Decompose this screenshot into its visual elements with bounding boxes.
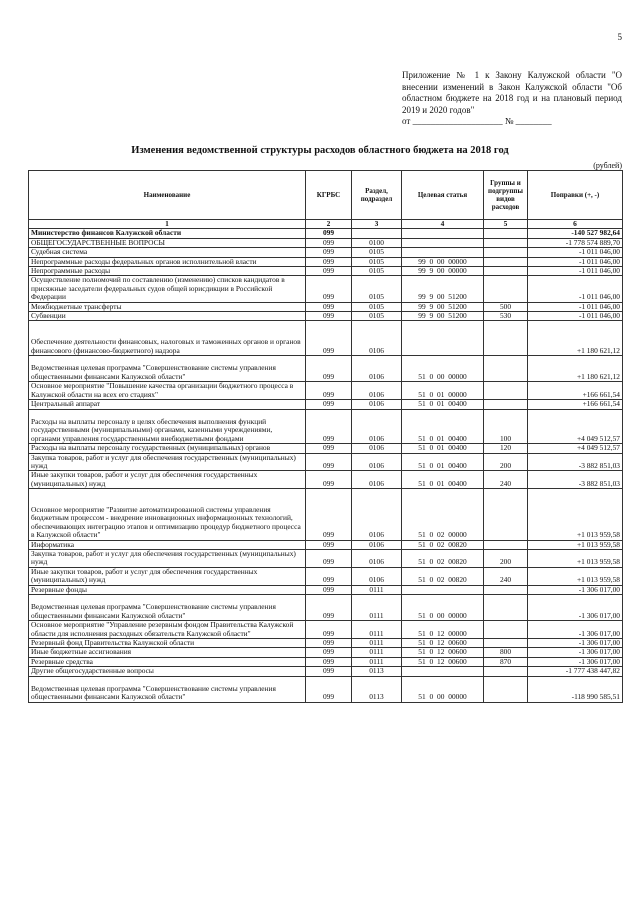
row-amount: +1 180 621,12 bbox=[528, 356, 623, 382]
row-amount: +4 049 512,57 bbox=[528, 409, 623, 444]
row-name: Центральный аппарат bbox=[29, 400, 306, 409]
row-section: 0106 bbox=[352, 321, 402, 356]
row-expense-group: 200 bbox=[484, 453, 528, 471]
row-amount: -1 306 017,00 bbox=[528, 657, 623, 666]
row-kgrbs: 099 bbox=[306, 595, 352, 621]
row-amount: -1 777 438 447,82 bbox=[528, 667, 623, 676]
row-amount: +166 661,54 bbox=[528, 382, 623, 400]
row-target-article bbox=[402, 667, 484, 676]
row-expense-group: 120 bbox=[484, 444, 528, 453]
row-target-article: 51 0 00 00000 bbox=[402, 356, 484, 382]
row-expense-group: 200 bbox=[484, 549, 528, 567]
row-expense-group: 800 bbox=[484, 648, 528, 657]
row-expense-group bbox=[484, 257, 528, 266]
row-name: Резервные средства bbox=[29, 657, 306, 666]
row-section: 0105 bbox=[352, 267, 402, 276]
row-target-article: 51 0 01 00400 bbox=[402, 409, 484, 444]
row-name: Ведомственная целевая программа "Совершенствование системы управления общественными финансами Калужской области" bbox=[29, 595, 306, 621]
row-amount: -1 011 046,00 bbox=[528, 257, 623, 266]
row-expense-group bbox=[484, 595, 528, 621]
row-name: Непрограммные расходы bbox=[29, 267, 306, 276]
table-row bbox=[29, 356, 623, 382]
table-row bbox=[29, 382, 623, 400]
row-section: 0106 bbox=[352, 567, 402, 585]
row-expense-group: 100 bbox=[484, 409, 528, 444]
row-amount: +166 661,54 bbox=[528, 400, 623, 409]
table-row bbox=[29, 621, 623, 639]
row-target-article: 51 0 12 00600 bbox=[402, 639, 484, 648]
row-expense-group bbox=[484, 248, 528, 257]
table-row bbox=[29, 409, 623, 444]
row-target-article: 51 0 00 00000 bbox=[402, 676, 484, 702]
row-section: 0111 bbox=[352, 595, 402, 621]
row-expense-group bbox=[484, 400, 528, 409]
table-row bbox=[29, 471, 623, 489]
row-amount: -1 011 046,00 bbox=[528, 312, 623, 321]
header-kgrbs: КГРБС bbox=[306, 171, 352, 220]
row-target-article: 51 0 12 00600 bbox=[402, 657, 484, 666]
table-row bbox=[29, 585, 623, 594]
row-name: Информатика bbox=[29, 540, 306, 549]
table-row bbox=[29, 489, 623, 540]
row-expense-group: 530 bbox=[484, 312, 528, 321]
row-section: 0106 bbox=[352, 453, 402, 471]
row-target-article: 51 0 02 00820 bbox=[402, 540, 484, 549]
row-amount: -1 011 046,00 bbox=[528, 267, 623, 276]
column-number: 5 bbox=[484, 220, 528, 229]
column-number: 4 bbox=[402, 220, 484, 229]
row-section: 0105 bbox=[352, 248, 402, 257]
row-target-article: 51 0 00 00000 bbox=[402, 595, 484, 621]
row-amount: +1 180 621,12 bbox=[528, 321, 623, 356]
row-kgrbs: 099 bbox=[306, 648, 352, 657]
row-target-article: 51 0 02 00820 bbox=[402, 567, 484, 585]
row-amount: -1 011 046,00 bbox=[528, 248, 623, 257]
row-section: 0100 bbox=[352, 238, 402, 247]
row-kgrbs: 099 bbox=[306, 621, 352, 639]
table-row bbox=[29, 400, 623, 409]
row-expense-group bbox=[484, 676, 528, 702]
row-section: 0106 bbox=[352, 540, 402, 549]
row-section: 0105 bbox=[352, 312, 402, 321]
row-section: 0106 bbox=[352, 382, 402, 400]
row-amount: -3 882 851,03 bbox=[528, 471, 623, 489]
row-kgrbs: 099 bbox=[306, 471, 352, 489]
row-name: Иные закупки товаров, работ и услуг для обеспечения государственных (муниципальных) нужд bbox=[29, 471, 306, 489]
row-section: 0106 bbox=[352, 356, 402, 382]
row-kgrbs: 099 bbox=[306, 567, 352, 585]
row-section: 0106 bbox=[352, 549, 402, 567]
row-target-article: 99 9 00 51200 bbox=[402, 312, 484, 321]
row-expense-group bbox=[484, 276, 528, 302]
row-section: 0111 bbox=[352, 621, 402, 639]
table-row bbox=[29, 648, 623, 657]
header-target: Целевая статья bbox=[402, 171, 484, 220]
table-row bbox=[29, 229, 623, 238]
row-section: 0106 bbox=[352, 444, 402, 453]
column-number: 3 bbox=[352, 220, 402, 229]
row-expense-group bbox=[484, 621, 528, 639]
row-amount: +4 049 512,57 bbox=[528, 444, 623, 453]
row-name: Ведомственная целевая программа "Совершенствование системы управления общественными финансами Калужской области" bbox=[29, 356, 306, 382]
row-expense-group bbox=[484, 667, 528, 676]
row-expense-group bbox=[484, 382, 528, 400]
row-expense-group bbox=[484, 267, 528, 276]
row-name: Резервные фонды bbox=[29, 585, 306, 594]
appendix-note bbox=[402, 70, 622, 128]
row-name: Министерство финансов Калужской области bbox=[29, 229, 306, 238]
row-target-article: 51 0 01 00400 bbox=[402, 400, 484, 409]
row-section: 0105 bbox=[352, 257, 402, 266]
column-number: 2 bbox=[306, 220, 352, 229]
row-kgrbs: 099 bbox=[306, 489, 352, 540]
row-kgrbs: 099 bbox=[306, 257, 352, 266]
row-section: 0106 bbox=[352, 471, 402, 489]
row-section: 0105 bbox=[352, 276, 402, 302]
row-section: 0111 bbox=[352, 648, 402, 657]
row-name: Обеспечение деятельности финансовых, налоговых и таможенных органов и органов финансового (финансово-бюджетного) надзора bbox=[29, 321, 306, 356]
row-section: 0111 bbox=[352, 657, 402, 666]
row-amount: -140 527 982,64 bbox=[528, 229, 623, 238]
row-section: 0106 bbox=[352, 400, 402, 409]
row-kgrbs: 099 bbox=[306, 238, 352, 247]
row-amount: -1 306 017,00 bbox=[528, 595, 623, 621]
row-amount: -1 778 574 889,70 bbox=[528, 238, 623, 247]
row-amount: -3 882 851,03 bbox=[528, 453, 623, 471]
row-expense-group: 500 bbox=[484, 302, 528, 311]
row-target-article bbox=[402, 248, 484, 257]
row-kgrbs: 099 bbox=[306, 302, 352, 311]
row-expense-group bbox=[484, 585, 528, 594]
row-target-article: 99 9 00 51200 bbox=[402, 276, 484, 302]
row-section: 0111 bbox=[352, 585, 402, 594]
row-name: Судебная система bbox=[29, 248, 306, 257]
row-amount: -1 306 017,00 bbox=[528, 648, 623, 657]
row-name: Расходы на выплаты персоналу в целях обеспечения выполнения функций государственными (муниципальными) органами, казенными учреждениями, органами управления государственными внебюджетными фондами bbox=[29, 409, 306, 444]
row-amount: -1 306 017,00 bbox=[528, 639, 623, 648]
row-amount: -1 011 046,00 bbox=[528, 276, 623, 302]
row-section bbox=[352, 229, 402, 238]
row-expense-group bbox=[484, 321, 528, 356]
row-expense-group bbox=[484, 489, 528, 540]
row-kgrbs: 099 bbox=[306, 229, 352, 238]
row-amount: +1 013 959,58 bbox=[528, 549, 623, 567]
header-groups: Группы и подгруппы видов расходов bbox=[484, 171, 528, 220]
budget-table bbox=[28, 170, 623, 703]
row-amount: -1 306 017,00 bbox=[528, 585, 623, 594]
row-name: ОБЩЕГОСУДАРСТВЕННЫЕ ВОПРОСЫ bbox=[29, 238, 306, 247]
row-name: Основное мероприятие "Развитие автоматизированной системы управления бюджетным процессом - внедрение инновационных информационных технологий, обеспечивающих интеграцию этапов и оптимизацию процедур бюджетного процесса в Калужской области" bbox=[29, 489, 306, 540]
row-section: 0106 bbox=[352, 489, 402, 540]
row-name: Иные бюджетные ассигнования bbox=[29, 648, 306, 657]
table-row bbox=[29, 444, 623, 453]
table-row bbox=[29, 667, 623, 676]
row-kgrbs: 099 bbox=[306, 657, 352, 666]
table-row bbox=[29, 676, 623, 702]
row-expense-group bbox=[484, 540, 528, 549]
row-section: 0106 bbox=[352, 409, 402, 444]
row-name: Резервный фонд Правительства Калужской области bbox=[29, 639, 306, 648]
row-target-article: 51 0 01 00400 bbox=[402, 471, 484, 489]
row-kgrbs: 099 bbox=[306, 267, 352, 276]
row-name: Ведомственная целевая программа "Совершенствование системы управления общественными финансами Калужской области" bbox=[29, 676, 306, 702]
table-row bbox=[29, 248, 623, 257]
table-row bbox=[29, 567, 623, 585]
row-kgrbs: 099 bbox=[306, 321, 352, 356]
row-expense-group: 240 bbox=[484, 471, 528, 489]
row-name: Другие общегосударственные вопросы bbox=[29, 667, 306, 676]
row-kgrbs: 099 bbox=[306, 667, 352, 676]
column-number: 6 bbox=[528, 220, 623, 229]
units-label: (рублей) bbox=[593, 161, 622, 170]
row-kgrbs: 099 bbox=[306, 276, 352, 302]
row-amount: +1 013 959,58 bbox=[528, 489, 623, 540]
row-target-article: 51 0 02 00820 bbox=[402, 549, 484, 567]
row-kgrbs: 099 bbox=[306, 400, 352, 409]
row-kgrbs: 099 bbox=[306, 639, 352, 648]
row-section: 0105 bbox=[352, 302, 402, 311]
row-target-article bbox=[402, 321, 484, 356]
row-kgrbs: 099 bbox=[306, 676, 352, 702]
row-kgrbs: 099 bbox=[306, 409, 352, 444]
table-row bbox=[29, 321, 623, 356]
row-name: Непрограммные расходы федеральных органов исполнительной власти bbox=[29, 257, 306, 266]
row-name: Основное мероприятие "Управление резервным фондом Правительства Калужской области для исполнения расходных обязательств Калужской области" bbox=[29, 621, 306, 639]
row-section: 0111 bbox=[352, 639, 402, 648]
table-row bbox=[29, 453, 623, 471]
row-amount: +1 013 959,58 bbox=[528, 540, 623, 549]
appendix-date-line: от ____________________ № ________ bbox=[402, 116, 552, 126]
column-number: 1 bbox=[29, 220, 306, 229]
table-row bbox=[29, 276, 623, 302]
table-row bbox=[29, 312, 623, 321]
row-amount: +1 013 959,58 bbox=[528, 567, 623, 585]
row-name: Осуществление полномочий по составлению (изменению) списков кандидатов в присяжные заседатели федеральных судов общей юрисдикции в Российской Федерации bbox=[29, 276, 306, 302]
row-section: 0113 bbox=[352, 667, 402, 676]
row-target-article: 51 0 12 00600 bbox=[402, 648, 484, 657]
row-expense-group bbox=[484, 238, 528, 247]
row-kgrbs: 099 bbox=[306, 312, 352, 321]
row-name: Иные закупки товаров, работ и услуг для обеспечения государственных (муниципальных) нужд bbox=[29, 567, 306, 585]
row-name: Межбюджетные трансферты bbox=[29, 302, 306, 311]
row-target-article: 99 0 00 00000 bbox=[402, 257, 484, 266]
row-target-article: 51 0 12 00000 bbox=[402, 621, 484, 639]
row-name: Расходы на выплаты персоналу государственных (муниципальных) органов bbox=[29, 444, 306, 453]
row-kgrbs: 099 bbox=[306, 356, 352, 382]
row-target-article: 51 0 01 00000 bbox=[402, 382, 484, 400]
row-amount: -1 306 017,00 bbox=[528, 621, 623, 639]
row-target-article: 51 0 02 00000 bbox=[402, 489, 484, 540]
row-kgrbs: 099 bbox=[306, 585, 352, 594]
row-target-article bbox=[402, 238, 484, 247]
row-amount: -118 990 585,51 bbox=[528, 676, 623, 702]
row-kgrbs: 099 bbox=[306, 444, 352, 453]
row-name: Закупка товаров, работ и услуг для обеспечения государственных (муниципальных) нужд bbox=[29, 453, 306, 471]
row-target-article: 99 9 00 51200 bbox=[402, 302, 484, 311]
table-row bbox=[29, 595, 623, 621]
row-expense-group: 240 bbox=[484, 567, 528, 585]
table-header-row bbox=[29, 171, 623, 220]
row-name: Субвенции bbox=[29, 312, 306, 321]
row-kgrbs: 099 bbox=[306, 453, 352, 471]
row-kgrbs: 099 bbox=[306, 382, 352, 400]
header-name: Наименование bbox=[29, 171, 306, 220]
row-kgrbs: 099 bbox=[306, 540, 352, 549]
row-target-article bbox=[402, 229, 484, 238]
row-target-article: 51 0 01 00400 bbox=[402, 453, 484, 471]
header-section: Раздел, подраздел bbox=[352, 171, 402, 220]
row-name: Основное мероприятие "Повышение качества организации бюджетного процесса в Калужской области на всех его стадиях" bbox=[29, 382, 306, 400]
row-kgrbs: 099 bbox=[306, 549, 352, 567]
row-name: Закупка товаров, работ и услуг для обеспечения государственных (муниципальных) нужд bbox=[29, 549, 306, 567]
row-expense-group bbox=[484, 229, 528, 238]
row-target-article bbox=[402, 585, 484, 594]
row-expense-group: 870 bbox=[484, 657, 528, 666]
row-target-article: 99 9 00 00000 bbox=[402, 267, 484, 276]
table-row bbox=[29, 549, 623, 567]
appendix-text: Приложение № 1 к Закону Калужской области "О внесении изменений в Закон Калужской области "Об областном бюджете на 2018 год и на плановый период 2019 и 2020 годов" bbox=[402, 70, 622, 115]
header-amount: Поправки (+, -) bbox=[528, 171, 623, 220]
document-title: Изменения ведомственной структуры расходов областного бюджета на 2018 год bbox=[131, 145, 509, 156]
row-expense-group bbox=[484, 356, 528, 382]
row-amount: -1 011 046,00 bbox=[528, 302, 623, 311]
row-section: 0113 bbox=[352, 676, 402, 702]
row-kgrbs: 099 bbox=[306, 248, 352, 257]
row-target-article: 51 0 01 00400 bbox=[402, 444, 484, 453]
page-number: 5 bbox=[617, 32, 622, 42]
